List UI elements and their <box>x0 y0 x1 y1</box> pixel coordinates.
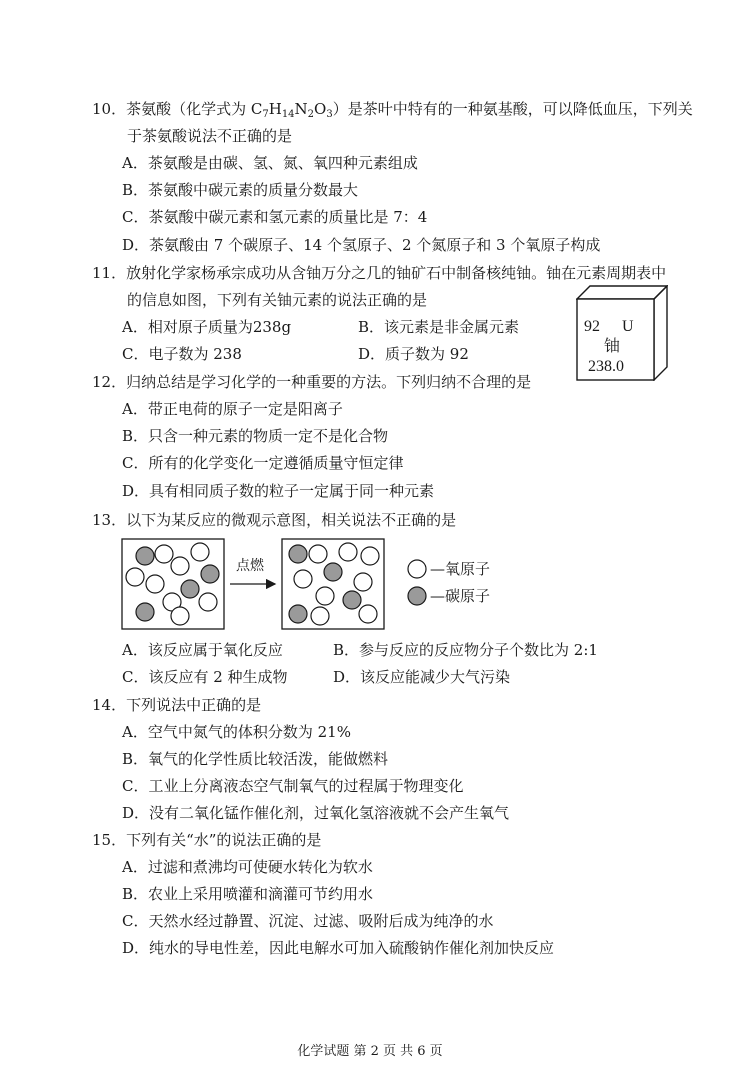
q11-option-a: A．相对原子质量为238g <box>122 318 292 336</box>
product-oxygen-atom <box>294 570 312 588</box>
product-oxygen-atom <box>311 607 329 625</box>
q10-option-b: B．茶氨酸中碳元素的质量分数最大 <box>122 181 359 199</box>
q10-stem-cont: 于茶氨酸说法不正确的是 <box>127 127 293 145</box>
q12-stem: 12．归纳总结是学习化学的一种重要的方法。下列归纳不合理的是 <box>92 373 532 391</box>
reactant-carbon-atom <box>136 547 154 565</box>
q11-stem: 11．放射化学家杨承宗成功从含铀万分之几的铀矿石中制备核纯铀。铀在元素周期表中 <box>92 264 667 282</box>
q12-option-c: C．所有的化学变化一定遵循质量守恒定律 <box>122 454 404 472</box>
q10-stem <box>92 99 693 125</box>
q15-option-a: A．过滤和煮沸均可使硬水转化为软水 <box>122 858 373 876</box>
q10-stem-text: 10．茶氨酸（化学式为 C <box>92 100 263 118</box>
reactant-oxygen-atom <box>146 575 164 593</box>
q10-option-d: D．茶氨酸由 7 个碳原子、14 个氢原子、2 个氮原子和 3 个氧原子构成 <box>122 236 601 254</box>
q14-option-b: B．氧气的化学性质比较活泼，能做燃料 <box>122 750 389 768</box>
arrow-label: 点燃 <box>236 558 264 574</box>
q14-option-c: C．工业上分离液态空气制氧气的过程属于物理变化 <box>122 777 464 795</box>
q12-option-d: D．具有相同质子数的粒子一定属于同一种元素 <box>122 482 435 500</box>
formula-n: N <box>294 100 308 118</box>
reactant-oxygen-atom <box>155 545 173 563</box>
formula-sub: 7 <box>262 109 269 120</box>
q11-option-d: D．质子数为 92 <box>358 345 469 363</box>
q10-stem-text-2: ）是茶叶中特有的一种氨基酸，可以降低血压，下列关 <box>332 100 693 118</box>
q15-stem: 15．下列有关“水”的说法正确的是 <box>92 831 322 849</box>
q11-stem-cont: 的信息如图，下列有关铀元素的说法正确的是 <box>127 291 428 309</box>
product-oxygen-atom <box>339 543 357 561</box>
atomic-mass: 238.0 <box>588 358 624 375</box>
formula-sub: 3 <box>326 109 333 120</box>
page-footer: 化学试题 第 2 页 共 6 页 <box>297 1044 443 1059</box>
formula-o: O <box>314 100 327 118</box>
reactant-oxygen-atom <box>171 607 189 625</box>
reactant-oxygen-atom <box>191 543 209 561</box>
q15-option-b: B．农业上采用喷灌和滴灌可节约用水 <box>122 885 374 903</box>
uranium-element-card <box>576 285 668 381</box>
q12-option-a: A．带正电荷的原子一定是阳离子 <box>122 400 343 418</box>
formula-sub: 14 <box>281 109 295 120</box>
legend-oxygen-icon <box>408 560 426 578</box>
q10-option-a: A．茶氨酸是由碳、氢、氮、氧四种元素组成 <box>122 154 418 172</box>
element-name: 铀 <box>604 338 621 355</box>
reactant-carbon-atom <box>181 580 199 598</box>
element-symbol: U <box>622 318 634 335</box>
q14-stem: 14．下列说法中正确的是 <box>92 696 262 714</box>
formula-sub: 2 <box>307 109 315 120</box>
product-carbon-atom <box>289 545 307 563</box>
reactant-carbon-atom <box>136 603 154 621</box>
formula-h: H <box>268 100 282 118</box>
reaction-diagram <box>120 534 530 634</box>
q13-option-c: C．该反应有 2 种生成物 <box>122 668 288 686</box>
q14-option-d: D．没有二氧化锰作催化剂，过氧化氢溶液就不会产生氧气 <box>122 804 510 822</box>
q13-option-a: A．该反应属于氧化反应 <box>122 641 283 659</box>
q14-option-a: A．空气中氮气的体积分数为 21% <box>122 723 351 741</box>
legend-carbon-icon <box>408 587 426 605</box>
product-oxygen-atom <box>361 547 379 565</box>
q13-option-b: B．参与反应的反应物分子个数比为 2:1 <box>333 641 598 659</box>
reactant-oxygen-atom <box>171 557 189 575</box>
reaction-svg <box>120 534 530 634</box>
q11-option-b: B．该元素是非金属元素 <box>358 318 520 336</box>
q13-stem: 13．以下为某反应的微观示意图，相关说法不正确的是 <box>92 511 457 529</box>
product-carbon-atom <box>343 591 361 609</box>
q13-option-d: D．该反应能减少大气污染 <box>333 668 511 686</box>
product-oxygen-atom <box>359 605 377 623</box>
reactant-carbon-atom <box>201 565 219 583</box>
reactant-oxygen-atom <box>126 568 144 586</box>
product-oxygen-atom <box>354 573 372 591</box>
legend-oxygen-label: —氧原子 <box>430 560 491 578</box>
q15-option-d: D．纯水的导电性差，因此电解水可加入硫酸钠作催化剂加快反应 <box>122 939 555 957</box>
product-oxygen-atom <box>316 587 334 605</box>
atomic-number: 92 <box>584 318 600 335</box>
q12-option-b: B．只含一种元素的物质一定不是化合物 <box>122 427 389 445</box>
product-oxygen-atom <box>309 545 327 563</box>
reactant-oxygen-atom <box>199 593 217 611</box>
q15-option-c: C．天然水经过静置、沉淀、过滤、吸附后成为纯净的水 <box>122 912 494 930</box>
q11-option-c: C．电子数为 238 <box>122 345 242 363</box>
q10-option-c: C．茶氨酸中碳元素和氢元素的质量比是 7：4 <box>122 208 428 226</box>
product-carbon-atom <box>289 605 307 623</box>
product-carbon-atom <box>324 563 342 581</box>
legend-carbon-label: —碳原子 <box>430 587 491 605</box>
